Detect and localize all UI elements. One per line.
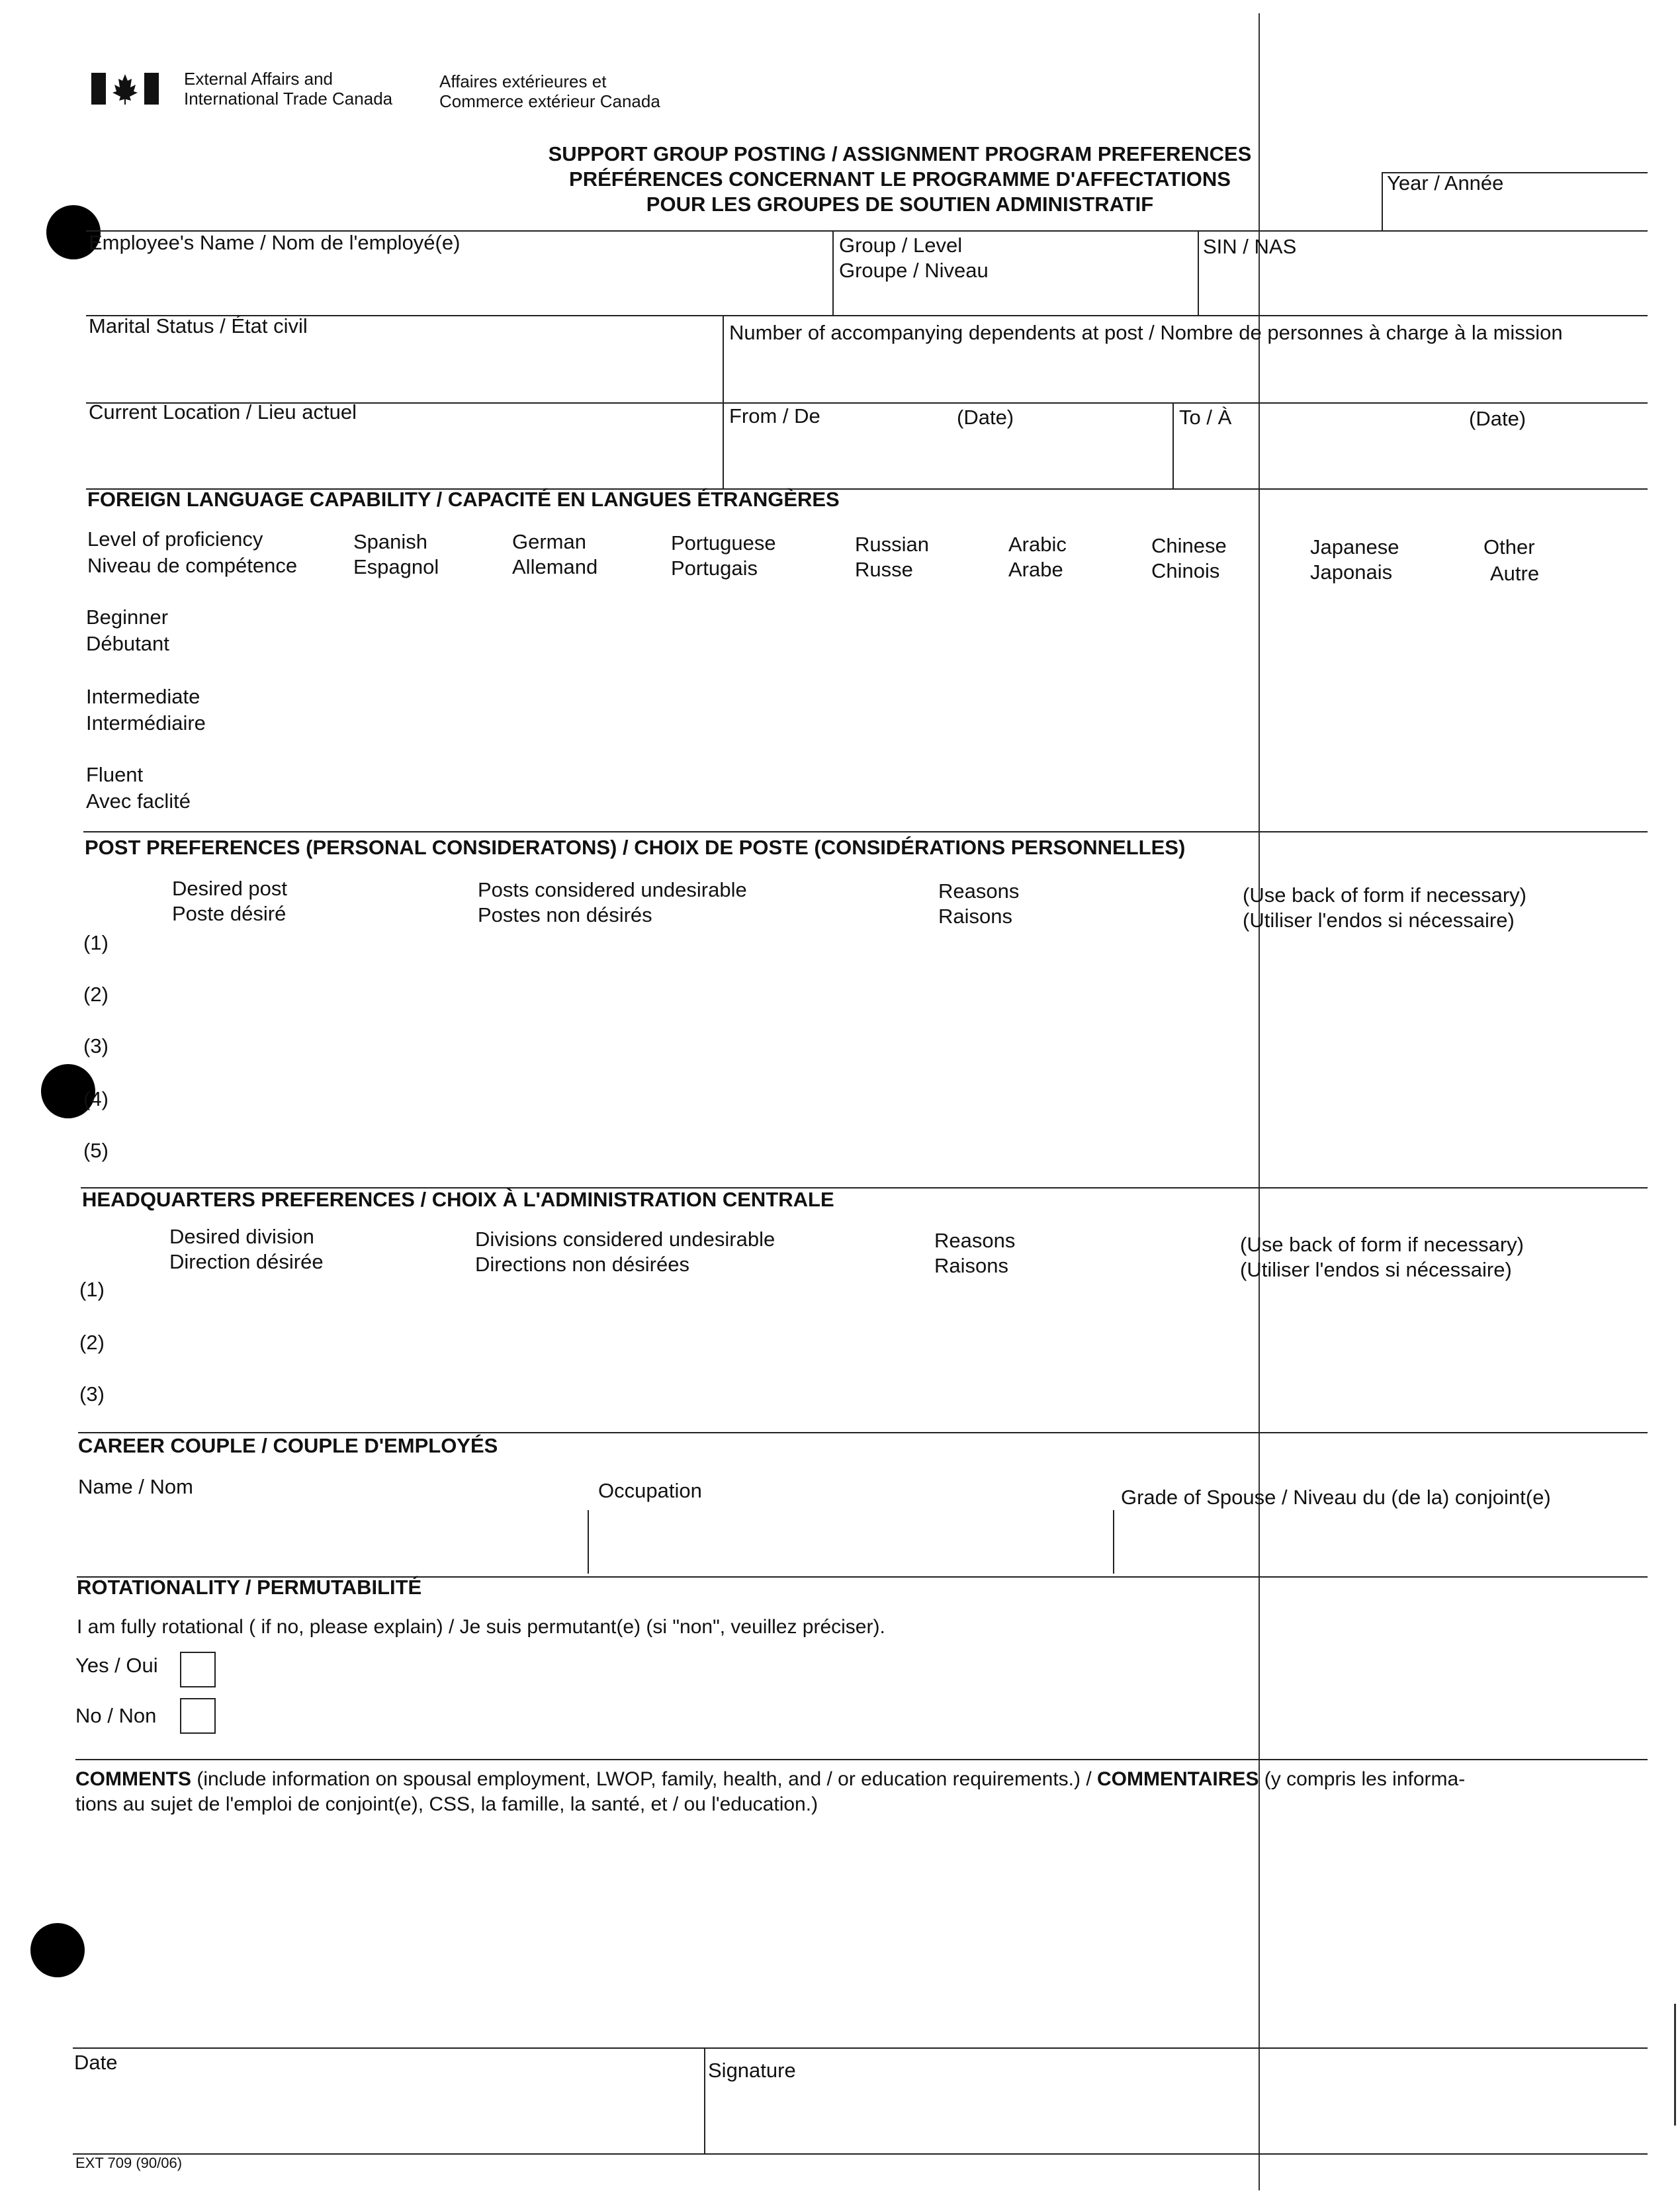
language-spanish: Spanish <box>353 530 428 553</box>
post-row-4[interactable]: (4) <box>83 1087 109 1110</box>
employee-name-field[interactable]: Employee's Name / Nom de l'employé(e) <box>89 231 461 254</box>
level-fluent: Fluent <box>86 763 144 786</box>
desired-post-label: Desired post <box>172 877 288 900</box>
yes-checkbox[interactable] <box>180 1652 216 1687</box>
language-spanish-fr: Espagnol <box>353 555 439 578</box>
marital-status-field[interactable]: Marital Status / État civil <box>89 314 308 337</box>
desired-division-label-fr: Direction désirée <box>169 1250 324 1273</box>
post-row-3[interactable]: (3) <box>83 1034 109 1057</box>
comments-text-en: (include information on spousal employment, LWOP, family, health, and / or education requirements.) / <box>191 1768 1098 1790</box>
signature-field[interactable]: Signature <box>708 2059 796 2082</box>
spouse-grade-field[interactable]: Grade of Spouse / Niveau du (de la) conjoint(e) <box>1121 1486 1551 1509</box>
date-field[interactable]: Date <box>74 2051 118 2074</box>
comments-area[interactable] <box>75 1820 1644 2045</box>
hq-row-1[interactable]: (1) <box>79 1278 105 1301</box>
form-title-line1: SUPPORT GROUP POSTING / ASSIGNMENT PROGRAM PREFERENCES <box>548 142 1252 165</box>
sin-field[interactable]: SIN / NAS <box>1203 235 1297 258</box>
post-reasons-label-fr: Raisons <box>938 905 1012 928</box>
post-note-fr: (Utiliser l'endos si nécessaire) <box>1243 909 1515 932</box>
from-date-field[interactable]: From / De <box>729 404 820 427</box>
canada-flag-logo <box>91 71 159 106</box>
year-label: Year / Année <box>1387 171 1504 195</box>
org-name-fr-line2: Commerce extérieur Canada <box>439 91 660 111</box>
hq-note-fr: (Utiliser l'endos si nécessaire) <box>1240 1258 1512 1281</box>
group-level-label[interactable]: Group / Level <box>839 234 963 257</box>
level-beginner: Beginner <box>86 605 169 629</box>
current-location-field[interactable]: Current Location / Lieu actuel <box>89 400 357 424</box>
language-portuguese-fr: Portugais <box>671 557 758 580</box>
from-date-hint: (Date) <box>957 406 1014 429</box>
comments-heading-en: COMMENTS <box>75 1768 191 1790</box>
org-name-en-line2: International Trade Canada <box>184 89 393 109</box>
to-date-hint: (Date) <box>1469 407 1526 430</box>
spouse-name-field[interactable]: Name / Nom <box>78 1475 193 1498</box>
proficiency-label: Level of proficiency <box>87 527 263 551</box>
comments-heading-fr: COMMENTAIRES <box>1097 1768 1259 1790</box>
language-other: Other <box>1483 535 1535 559</box>
level-intermediate: Intermediate <box>86 685 200 708</box>
language-chinese-fr: Chinois <box>1151 559 1220 582</box>
rotationality-statement: I am fully rotational ( if no, please explain) / Je suis permutant(e) (si "non", veuillez préciser). <box>77 1616 885 1638</box>
form-title-line3: POUR LES GROUPES DE SOUTIEN ADMINISTRATIF <box>646 193 1154 216</box>
undesirable-posts-label-fr: Postes non désirés <box>478 903 652 926</box>
language-german-fr: Allemand <box>512 555 598 578</box>
scan-edge-mark <box>1674 2004 1676 2126</box>
post-note: (Use back of form if necessary) <box>1243 883 1526 907</box>
language-arabic-fr: Arabe <box>1008 558 1063 581</box>
post-preferences-heading: POST PREFERENCES (PERSONAL CONSIDERATONS) / CHOIX DE POSTE (CONSIDÉRATIONS PERSONNELLES) <box>85 836 1186 859</box>
desired-division-label: Desired division <box>169 1225 314 1248</box>
dependents-field[interactable]: Number of accompanying dependents at post / Nombre de personnes à charge à la mission <box>729 321 1563 344</box>
hq-preferences-heading: HEADQUARTERS PREFERENCES / CHOIX À L'ADMINISTRATION CENTRALE <box>82 1188 834 1211</box>
spouse-occupation-field[interactable]: Occupation <box>598 1479 702 1502</box>
language-chinese: Chinese <box>1151 534 1227 557</box>
undesirable-divisions-label-fr: Directions non désirées <box>475 1253 689 1276</box>
language-german: German <box>512 530 586 553</box>
language-arabic: Arabic <box>1008 533 1067 556</box>
group-level-label-fr: Groupe / Niveau <box>839 259 989 282</box>
undesirable-divisions-label: Divisions considered undesirable <box>475 1228 775 1251</box>
hq-note: (Use back of form if necessary) <box>1240 1233 1524 1256</box>
hq-reasons-label: Reasons <box>934 1229 1016 1252</box>
rotationality-heading: ROTATIONALITY / PERMUTABILITÉ <box>77 1576 422 1599</box>
post-row-1[interactable]: (1) <box>83 931 109 954</box>
comments-label-line2: tions au sujet de l'emploi de conjoint(e), CSS, la famille, la santé, et / ou l'education.) <box>75 1793 818 1815</box>
post-reasons-label: Reasons <box>938 879 1020 903</box>
proficiency-label-fr: Niveau de compétence <box>87 554 298 577</box>
comments-text-fr: (y compris les informa- <box>1259 1768 1466 1790</box>
language-russian-fr: Russe <box>855 558 913 581</box>
desired-post-label-fr: Poste désiré <box>172 902 287 925</box>
level-fluent-fr: Avec faclité <box>86 789 191 813</box>
language-japanese-fr: Japonais <box>1310 560 1393 584</box>
language-portuguese: Portuguese <box>671 531 776 555</box>
no-checkbox[interactable] <box>180 1698 216 1734</box>
post-row-5[interactable]: (5) <box>83 1139 109 1162</box>
yes-label: Yes / Oui <box>75 1654 158 1677</box>
org-name-en-line1: External Affairs and <box>184 69 333 89</box>
post-row-2[interactable]: (2) <box>83 983 109 1006</box>
comments-label <box>75 1767 1465 1792</box>
hq-reasons-label-fr: Raisons <box>934 1254 1008 1277</box>
language-russian: Russian <box>855 533 929 556</box>
to-date-field[interactable]: To / À <box>1179 406 1232 429</box>
org-name-fr-line1: Affaires extérieures et <box>439 71 607 91</box>
level-beginner-fr: Débutant <box>86 632 169 655</box>
hq-row-3[interactable]: (3) <box>79 1382 105 1406</box>
undesirable-posts-label: Posts considered undesirable <box>478 878 747 901</box>
level-intermediate-fr: Intermédiaire <box>86 711 206 735</box>
hq-row-2[interactable]: (2) <box>79 1331 105 1354</box>
form-title-line2: PRÉFÉRENCES CONCERNANT LE PROGRAMME D'AFFECTATIONS <box>569 167 1231 191</box>
form-code: EXT 709 (90/06) <box>75 2155 183 2171</box>
language-other-fr: Autre <box>1490 562 1540 585</box>
language-japanese: Japanese <box>1310 535 1399 559</box>
career-couple-heading: CAREER COUPLE / COUPLE D'EMPLOYÉS <box>78 1434 498 1457</box>
language-section-heading: FOREIGN LANGUAGE CAPABILITY / CAPACITÉ EN LANGUES ÉTRANGÈRES <box>87 488 840 511</box>
no-label: No / Non <box>75 1704 157 1727</box>
